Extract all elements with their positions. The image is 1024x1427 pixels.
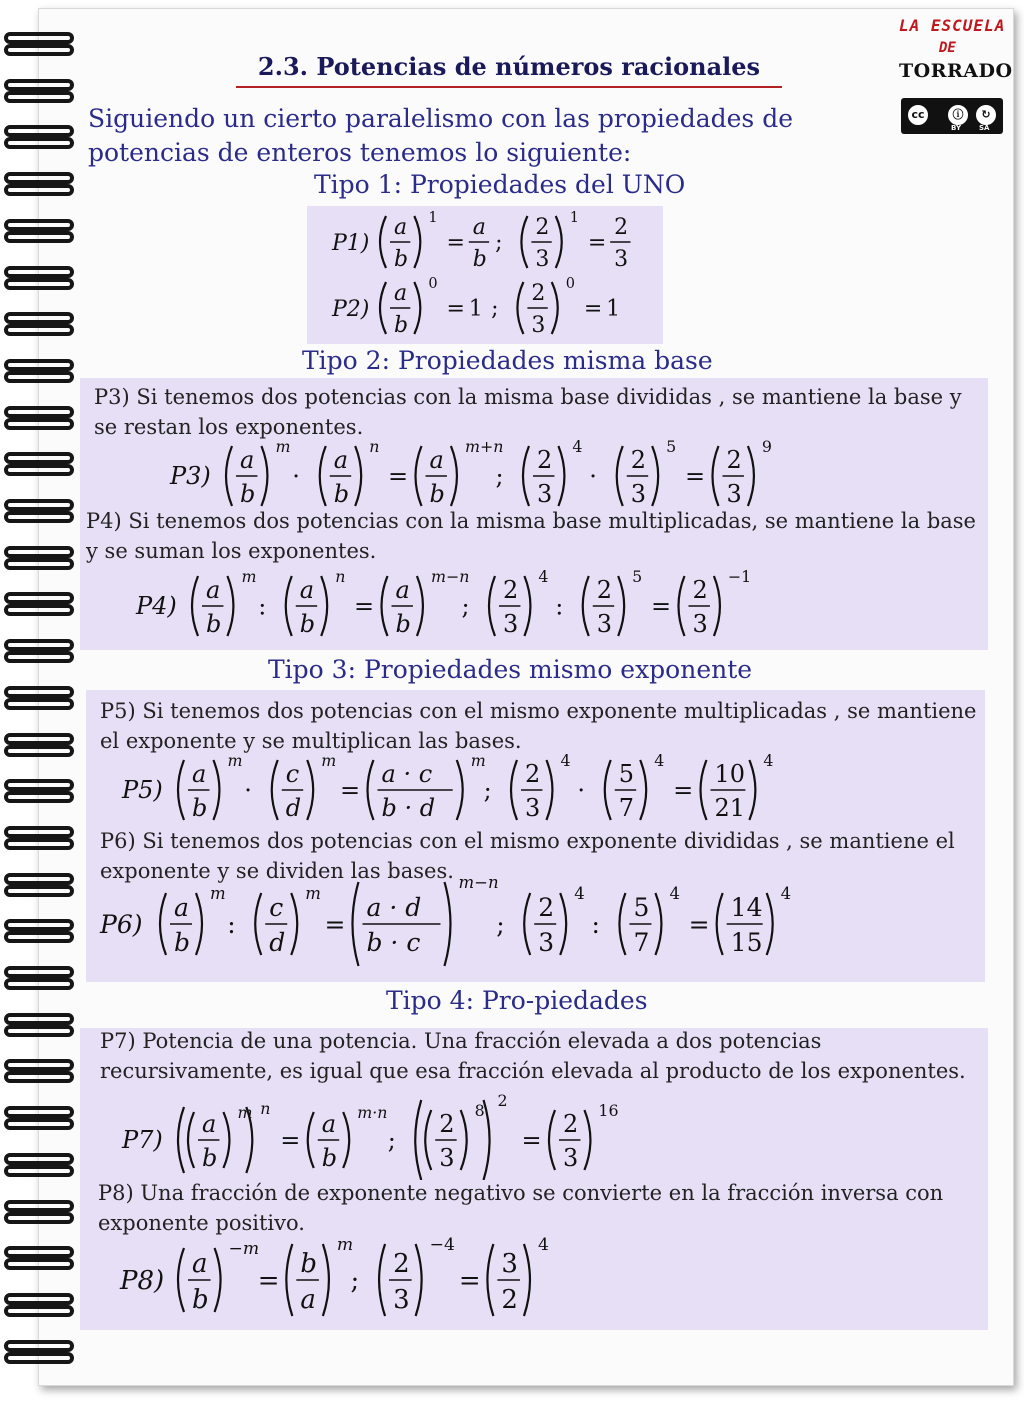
- fraction-denominator: b: [206, 610, 222, 638]
- close-paren: [640, 760, 646, 820]
- close-paren: [307, 760, 313, 820]
- formula-p8: [112, 1232, 752, 1322]
- exponent: n: [260, 1099, 271, 1118]
- fraction-denominator: b: [202, 1144, 218, 1172]
- open-paren: [380, 216, 386, 268]
- binding-ring: [0, 1151, 76, 1181]
- fraction-numerator: 2: [502, 576, 519, 604]
- binding-ring: [0, 684, 76, 714]
- fraction-denominator: a: [300, 1285, 316, 1315]
- exponent: 2: [497, 1091, 508, 1110]
- fraction-denominator: 3: [596, 610, 613, 638]
- creative-commons-badge: [901, 98, 1003, 134]
- fraction-denominator: b: [429, 480, 445, 508]
- exponent: m: [321, 751, 337, 770]
- operator: :: [258, 592, 267, 621]
- exponent: −4: [429, 1235, 455, 1255]
- fraction-numerator: a: [240, 446, 255, 474]
- close-paren: [291, 893, 297, 955]
- open-paren: [380, 282, 386, 334]
- fraction-denominator: b · c: [366, 928, 421, 957]
- operator: =: [587, 230, 607, 256]
- fraction-numerator: c: [285, 760, 300, 788]
- open-paren: [160, 893, 166, 955]
- exponent: 4: [574, 884, 585, 903]
- exponent: m·n: [357, 1103, 388, 1122]
- operator: 1: [468, 296, 483, 322]
- close-paren: [618, 576, 624, 636]
- fraction-numerator: a: [202, 1110, 217, 1138]
- operator: =: [446, 296, 465, 322]
- exponent: 4: [780, 884, 792, 903]
- close-paren: [767, 893, 773, 955]
- fraction-numerator: a: [174, 893, 189, 922]
- binding-ring: [0, 497, 76, 527]
- fraction-numerator: c: [269, 893, 284, 922]
- note-p4: P4) Si tenemos dos potencias con la misma base multiplicadas, se mantiene la base y se suman los exponentes.: [86, 509, 976, 563]
- exponent: n: [335, 567, 346, 586]
- open-paren: [701, 760, 707, 820]
- binding-ring: [0, 871, 76, 901]
- fraction-numerator: 2: [538, 893, 555, 922]
- open-paren: [272, 760, 278, 820]
- open-paren: [425, 1110, 431, 1170]
- fraction-numerator: 3: [501, 1249, 518, 1279]
- formula-p4: [126, 566, 886, 646]
- close-paren: [524, 1244, 530, 1316]
- operator: =: [324, 909, 346, 939]
- operator: =: [388, 462, 409, 491]
- operator: ·: [244, 776, 252, 805]
- close-paren: [749, 760, 755, 820]
- fraction-denominator: b: [321, 1144, 338, 1172]
- fraction-denominator: 15: [730, 928, 763, 957]
- fraction-denominator: 7: [618, 794, 635, 822]
- fraction-denominator: b: [333, 480, 350, 508]
- close-paren: [321, 576, 327, 636]
- operator: ·: [589, 462, 597, 491]
- fraction-denominator: 3: [536, 480, 553, 508]
- exponent: 5: [666, 437, 677, 456]
- badge-sa-label: SA: [979, 124, 990, 132]
- fraction-numerator: a: [394, 215, 408, 240]
- fraction-numerator: a: [192, 1249, 208, 1279]
- close-paren: [461, 1110, 467, 1170]
- attribution-icon: ⓘ: [945, 102, 971, 128]
- operator: ;: [495, 462, 504, 491]
- fraction-denominator: 3: [614, 247, 629, 272]
- close-paren: [524, 576, 530, 636]
- formula-p7: [112, 1090, 812, 1180]
- exponent: m: [336, 1235, 354, 1255]
- open-paren: [192, 576, 198, 636]
- fraction-numerator: 2: [536, 446, 553, 474]
- operator: 1: [606, 296, 621, 322]
- fraction-denominator: 3: [535, 247, 550, 272]
- share-alike-icon: ↻: [973, 102, 999, 128]
- fraction-denominator: b · d: [381, 794, 436, 822]
- close-paren: [355, 446, 361, 506]
- operator: =: [354, 592, 375, 621]
- close-paren: [414, 282, 420, 334]
- operator: =: [340, 776, 361, 805]
- fraction-denominator: b: [394, 313, 409, 338]
- fraction-numerator: 2: [692, 576, 708, 604]
- exponent: −m: [228, 1239, 260, 1259]
- formula-label: P7): [122, 1126, 163, 1154]
- fraction-denominator: b: [192, 1285, 209, 1315]
- open-paren: [382, 576, 388, 636]
- binding-ring: [0, 170, 76, 200]
- exponent: m: [227, 751, 243, 770]
- exponent: 5: [632, 567, 643, 586]
- binding-ring: [0, 30, 76, 60]
- exponent: 9: [761, 437, 773, 456]
- fraction-denominator: 3: [393, 1285, 410, 1315]
- fraction-numerator: a: [472, 215, 486, 240]
- operator: ;: [387, 1126, 396, 1155]
- binding-ring: [0, 1198, 76, 1228]
- open-paren: [678, 576, 684, 636]
- formula-label: P4): [136, 592, 177, 620]
- close-paren: [444, 882, 450, 966]
- fraction-denominator: 3: [525, 794, 541, 822]
- exponent: m: [210, 884, 226, 903]
- fraction-numerator: 2: [562, 1110, 579, 1138]
- operator: ;: [496, 909, 505, 939]
- exponent: m: [275, 437, 291, 456]
- fraction-numerator: 5: [633, 893, 650, 922]
- binding-ring: [0, 217, 76, 247]
- open-paren: [717, 893, 723, 955]
- note-p5: P5) Si tenemos dos potencias con el mismo exponente multiplicadas , se mantiene el exponente y se multiplican las bases.: [100, 699, 977, 753]
- fraction-numerator: 2: [630, 446, 647, 474]
- binding-ring: [0, 123, 76, 153]
- exponent: 1: [569, 210, 579, 226]
- binding-ring: [0, 1338, 76, 1368]
- fraction-denominator: 3: [538, 928, 555, 957]
- exponent: 4: [537, 1235, 549, 1255]
- open-paren: [379, 1244, 385, 1316]
- open-paren: [286, 1244, 292, 1316]
- section-heading-tipo2: Tipo 2: Propiedades misma base: [302, 346, 713, 375]
- operator: =: [257, 1266, 280, 1297]
- close-paren: [261, 446, 267, 506]
- exponent: 0: [565, 276, 575, 292]
- fraction-numerator: a: [192, 760, 207, 788]
- fraction-denominator: b: [240, 480, 256, 508]
- open-paren: [416, 446, 422, 506]
- close-paren: [546, 760, 552, 820]
- fraction-denominator: d: [285, 794, 302, 822]
- open-paren: [178, 1248, 184, 1312]
- fraction-numerator: 14: [730, 893, 763, 922]
- binding-ring: [0, 1244, 76, 1274]
- formula-label: P6): [100, 910, 143, 939]
- section-heading-tipo3: Tipo 3: Propiedades mismo exponente: [268, 655, 753, 684]
- fraction-numerator: 5: [618, 760, 635, 788]
- exponent: 1: [428, 210, 438, 226]
- fraction-numerator: a: [394, 281, 408, 306]
- close-paren: [417, 576, 423, 636]
- operator: =: [673, 776, 694, 805]
- binding-ring: [0, 1057, 76, 1087]
- binding-ring: [0, 964, 76, 994]
- open-paren: [521, 216, 527, 268]
- fraction-numerator: b: [300, 1249, 317, 1279]
- operator: :: [227, 909, 236, 939]
- fraction-denominator: b: [192, 794, 208, 822]
- formula-label: P3): [170, 462, 211, 490]
- open-paren: [583, 576, 589, 636]
- binding-ring: [0, 544, 76, 574]
- fraction-denominator: b: [299, 610, 316, 638]
- formula-p5: [112, 750, 892, 830]
- binding-ring: [0, 731, 76, 761]
- binding-ring: [0, 310, 76, 340]
- fraction-numerator: a: [333, 446, 349, 474]
- open-paren: [524, 893, 530, 955]
- fraction-denominator: 3: [692, 610, 708, 638]
- operator: ;: [495, 230, 503, 256]
- fraction-numerator: 2: [393, 1249, 410, 1279]
- fraction-numerator: 2: [531, 281, 546, 306]
- exponent: 4: [654, 751, 665, 770]
- operator: :: [555, 592, 564, 621]
- close-paren: [213, 760, 219, 820]
- exponent: m−n: [430, 567, 470, 586]
- binding-ring: [0, 1104, 76, 1134]
- badge-by-label: BY: [951, 124, 962, 132]
- close-paren: [414, 216, 420, 268]
- fraction-denominator: 3: [531, 313, 546, 338]
- open-paren: [487, 1244, 493, 1316]
- open-paren: [523, 446, 529, 506]
- operator: :: [591, 909, 600, 939]
- logo-line-3: TORRADO: [899, 60, 1013, 82]
- logo-line-2: DE: [939, 40, 956, 56]
- close-paren: [748, 446, 754, 506]
- open-paren: [489, 576, 495, 636]
- exponent: 0: [428, 276, 438, 292]
- exponent: −1: [727, 567, 752, 586]
- close-paren: [215, 1248, 221, 1312]
- open-paren: [178, 1107, 184, 1173]
- binding-ring: [0, 824, 76, 854]
- section-heading-tipo4: Tipo 4: Pro-piedades: [386, 986, 648, 1015]
- close-paren: [556, 216, 562, 268]
- binding-ring: [0, 450, 76, 480]
- formula-p6: [92, 878, 932, 968]
- exponent: m+n: [464, 437, 504, 456]
- fraction-denominator: 3: [439, 1144, 455, 1172]
- fraction-numerator: 2: [596, 576, 613, 604]
- fraction-denominator: b: [395, 610, 411, 638]
- exponent: m: [237, 1103, 253, 1122]
- binding-ring: [0, 637, 76, 667]
- open-paren: [188, 1112, 194, 1168]
- close-paren: [457, 760, 463, 820]
- open-paren: [308, 1112, 314, 1168]
- binding-ring: [0, 1291, 76, 1321]
- close-paren: [196, 893, 202, 955]
- close-paren: [552, 282, 558, 334]
- fraction-denominator: 2: [501, 1285, 518, 1315]
- fraction-numerator: 2: [614, 215, 629, 240]
- binding-ring: [0, 77, 76, 107]
- open-paren: [226, 446, 232, 506]
- open-paren: [619, 893, 625, 955]
- operator: =: [521, 1126, 542, 1155]
- operator: ·: [577, 776, 585, 805]
- open-paren: [415, 1100, 421, 1180]
- formula-p2: [318, 272, 658, 342]
- open-paren: [517, 282, 523, 334]
- fraction-numerator: a: [321, 1110, 337, 1138]
- close-paren: [560, 893, 566, 955]
- open-paren: [178, 760, 184, 820]
- formula-label: P2): [332, 297, 370, 322]
- exponent: 8: [474, 1101, 485, 1120]
- operator: ;: [350, 1266, 360, 1297]
- open-paren: [368, 760, 374, 820]
- close-paren: [584, 1110, 590, 1170]
- close-paren: [714, 576, 720, 636]
- exponent: 16: [598, 1101, 619, 1120]
- creative-commons-icon: cc: [905, 102, 931, 128]
- operator: =: [651, 592, 672, 621]
- operator: =: [583, 296, 603, 322]
- operator: =: [280, 1126, 301, 1155]
- exponent: 4: [763, 751, 774, 770]
- formula-label: P5): [122, 776, 163, 804]
- fraction-denominator: b: [174, 928, 191, 957]
- formula-label: P1): [332, 231, 370, 256]
- exponent: m−n: [458, 878, 499, 892]
- intro-paragraph: Siguiendo un cierto paralelismo con las propiedades de potencias de enteros tenemos lo siguiente:: [88, 104, 793, 167]
- close-paren: [652, 446, 658, 506]
- school-logo: [895, 14, 1013, 132]
- open-paren: [549, 1110, 555, 1170]
- fraction-numerator: a: [206, 576, 221, 604]
- exponent: 4: [560, 751, 571, 770]
- operator: ·: [292, 462, 300, 491]
- open-paren: [286, 576, 292, 636]
- exponent: 4: [572, 437, 583, 456]
- operator: =: [458, 1266, 481, 1297]
- note-p7: P7) Potencia de una potencia. Una fracción elevada a dos potencias recursivamente, es igual que esa fracción elevada al producto de los exponentes.: [100, 1029, 966, 1083]
- close-paren: [416, 1244, 422, 1316]
- exponent: m: [241, 567, 257, 586]
- close-paren: [323, 1244, 329, 1316]
- binding-ring: [0, 1011, 76, 1041]
- operator: =: [685, 462, 706, 491]
- open-paren: [605, 760, 611, 820]
- fraction-numerator: a · d: [366, 893, 422, 922]
- fraction-numerator: 2: [439, 1110, 455, 1138]
- binding-ring: [0, 264, 76, 294]
- operator: ;: [461, 592, 470, 621]
- fraction-numerator: a: [395, 576, 410, 604]
- fraction-denominator: b: [472, 247, 487, 272]
- fraction-denominator: d: [269, 928, 286, 957]
- binding-ring: [0, 590, 76, 620]
- fraction-denominator: 3: [630, 480, 647, 508]
- exponent: m: [470, 751, 486, 770]
- open-paren: [511, 760, 517, 820]
- exponent: n: [369, 437, 380, 456]
- operator: ;: [491, 296, 499, 322]
- formula-label: P8): [120, 1266, 165, 1296]
- fraction-numerator: a: [299, 576, 315, 604]
- page-title: 2.3. Potencias de números racionales: [236, 52, 782, 88]
- exponent: 4: [538, 567, 549, 586]
- close-paren: [558, 446, 564, 506]
- close-paren: [655, 893, 661, 955]
- binding-ring: [0, 357, 76, 387]
- note-p3: P3) Si tenemos dos potencias con la misma base divididas , se mantiene la base y se restan los exponentes.: [94, 385, 962, 439]
- fraction-denominator: 21: [714, 794, 746, 822]
- fraction-denominator: 3: [726, 480, 742, 508]
- fraction-numerator: a: [429, 446, 444, 474]
- fraction-numerator: a · c: [381, 760, 433, 788]
- note-p6: P6) Si tenemos dos potencias con el mismo exponente divididas , se mantiene el exponente y se dividen las bases.: [100, 829, 955, 883]
- close-paren: [343, 1112, 349, 1168]
- open-paren: [352, 882, 358, 966]
- operator: ;: [483, 776, 492, 805]
- exponent: 4: [669, 884, 680, 903]
- formula-p3: [160, 436, 880, 516]
- fraction-numerator: 10: [714, 760, 746, 788]
- exponent: m: [305, 884, 321, 903]
- formula-p1: [318, 206, 658, 276]
- open-paren: [320, 446, 326, 506]
- binding-ring: [0, 404, 76, 434]
- operator: =: [688, 909, 710, 939]
- note-p8: P8) Una fracción de exponente negativo se convierte en la fracción inversa con exponente positivo.: [98, 1181, 944, 1235]
- section-heading-tipo1: Tipo 1: Propiedades del UNO: [314, 170, 686, 199]
- fraction-numerator: 2: [726, 446, 742, 474]
- fraction-denominator: b: [394, 247, 409, 272]
- logo-line-1: LA ESCUELA: [899, 16, 1006, 35]
- fraction-denominator: 3: [562, 1144, 579, 1172]
- fraction-numerator: 2: [525, 760, 541, 788]
- fraction-denominator: 7: [633, 928, 650, 957]
- open-paren: [617, 446, 623, 506]
- operator: =: [446, 230, 465, 256]
- close-paren: [451, 446, 457, 506]
- open-paren: [712, 446, 718, 506]
- binding-ring: [0, 917, 76, 947]
- fraction-numerator: 2: [535, 215, 550, 240]
- open-paren: [255, 893, 261, 955]
- binding-ring: [0, 777, 76, 807]
- fraction-denominator: 3: [502, 610, 519, 638]
- close-paren: [223, 1112, 229, 1168]
- close-paren: [227, 576, 233, 636]
